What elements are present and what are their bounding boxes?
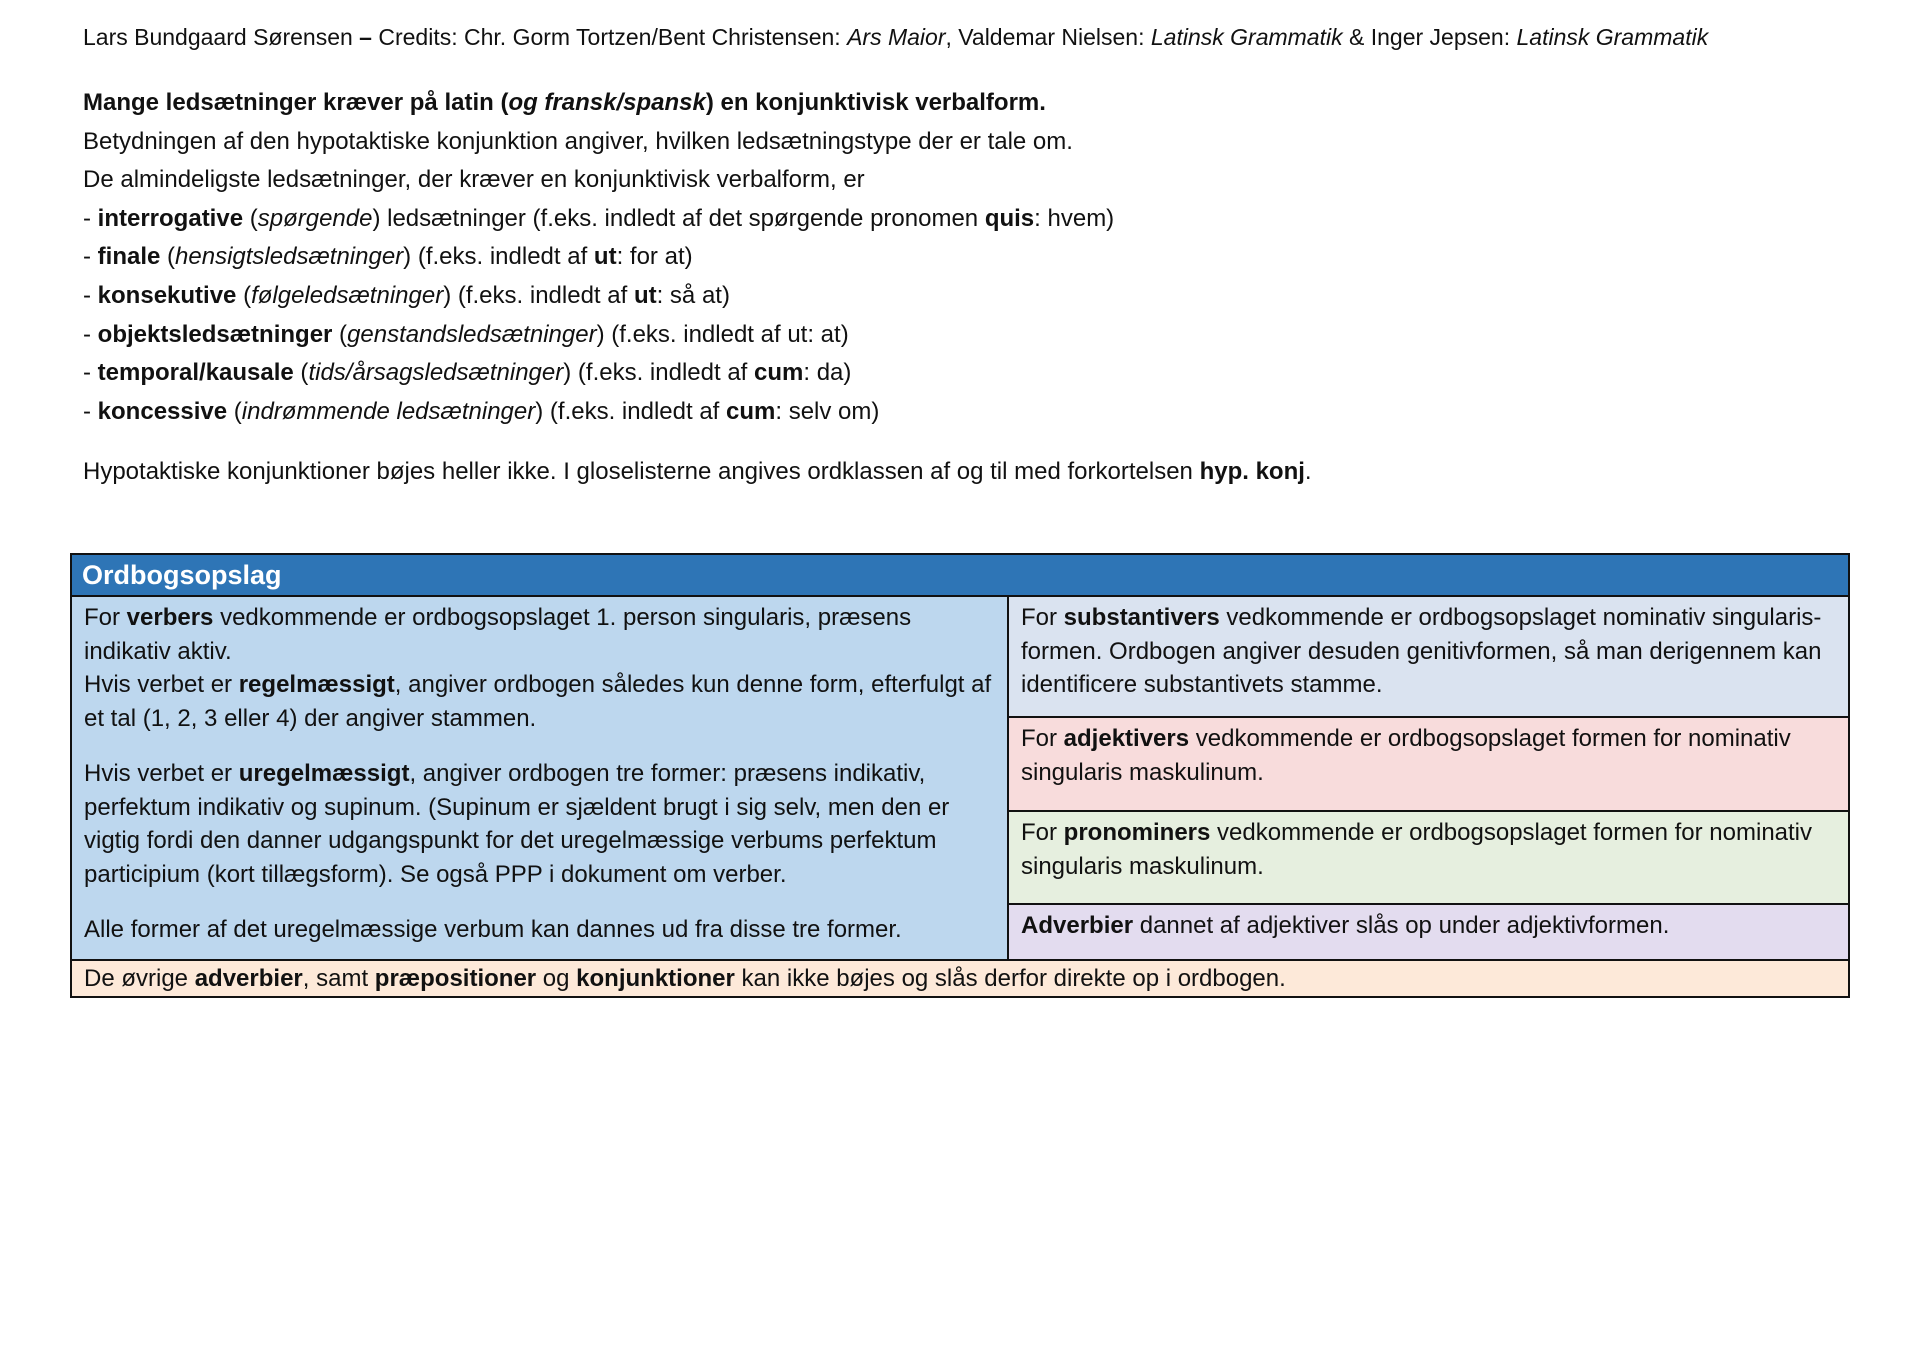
intro-section <box>83 84 1843 492</box>
list-item: - interrogative (spørgende) ledsætninger (f.eks. indledt af det spørgende pronomen quis: hvem) <box>83 204 1115 232</box>
verbs-para-4: Alle former af det uregelmæssige verbum kan dannes ud fra disse tre former. <box>84 916 902 943</box>
bottom-row: De øvrige adverbier, samt præpositioner og konjunktioner kan ikke bøjes og slås derfor direkte op i ordbogen. <box>72 961 1848 996</box>
dictionary-lookup-box <box>70 553 1850 998</box>
credits-title-2: Latinsk Grammatik <box>1150 24 1343 50</box>
credits-source-3: & Inger Jepsen: <box>1342 24 1517 50</box>
adjektiver-cell: For adjektivers vedkommende er ordbogsopslaget formen for nominativ singularis maskulinum. <box>1009 718 1848 812</box>
list-item: - temporal/kausale (tids/årsagsledsætninger) (f.eks. indledt af cum: da) <box>83 359 852 387</box>
pronominer-cell: For pronominers vedkommende er ordbogsopslaget formen for nominativ singularis maskulinum. <box>1009 812 1848 905</box>
credits-source-1: Chr. Gorm Tortzen/Bent Christensen: <box>457 24 848 50</box>
substantiver-cell: For substantivers vedkommende er ordbogsopslaget nominativ singularis-formen. Ordbogen angiver desuden genitivformen, så man derigennem kan identificere substantivets stamme. <box>1009 597 1848 718</box>
verbs-cell <box>72 597 1009 959</box>
intro-line-2: De almindeligste ledsætninger, der kræver en konjunktivisk verbalform, er <box>83 166 865 194</box>
intro-closing: Hypotaktiske konjunktioner bøjes heller ikke. I gloselisterne angives ordklassen af og til med forkortelsen hyp. konj. <box>83 458 1312 486</box>
list-item: - objektsledsætninger (genstandsledsætninger) (f.eks. indledt af ut: at) <box>83 320 849 348</box>
verbs-para-1: For verbers vedkommende er ordbogsopslaget 1. person singularis, præsens indikativ aktiv. <box>84 604 912 665</box>
verbs-para-3: Hvis verbet er uregelmæssigt, angiver ordbogen tre former: præsens indikativ, perfektum indikativ og supinum. (Supinum er sjældent brugt i sig selv, men den er vigtig fordi den danner udgangspunkt for det uregelmæssige verbums perfektum participium (kort tillægsform). Se også PPP i dokument om verber. <box>84 760 950 888</box>
right-column <box>1009 597 1848 959</box>
list-item: - konsekutive (følgeledsætninger) (f.eks. indledt af ut: så at) <box>83 281 730 309</box>
list-item: - koncessive (indrømmende ledsætninger) (f.eks. indledt af cum: selv om) <box>83 397 880 425</box>
list-item: - finale (hensigtsledsætninger) (f.eks. indledt af ut: for at) <box>83 243 693 271</box>
spacer <box>84 735 995 757</box>
spacer <box>84 891 995 913</box>
verbs-para-2: Hvis verbet er regelmæssigt, angiver ordbogen således kun denne form, efterfulgt af et tal (1, 2, 3 eller 4) der angiver stammen. <box>84 671 992 732</box>
credits-dash: – <box>352 24 379 50</box>
credits-title-3: Latinsk Grammatik <box>1516 24 1709 50</box>
intro-line-1: Betydningen af den hypotaktiske konjunktion angiver, hvilken ledsætningstype der er tale om. <box>83 127 1073 155</box>
spacer <box>83 431 1843 453</box>
credits-label: Credits: <box>378 24 458 50</box>
box-header: Ordbogsopslag <box>72 555 1848 597</box>
credits-line <box>83 22 1708 52</box>
credits-source-2: , Valdemar Nielsen: <box>945 24 1151 50</box>
intro-heading: Mange ledsætninger kræver på latin (og fransk/spansk) en konjunktivisk verbalform. <box>83 89 1046 116</box>
credits-title-1: Ars Maior <box>847 24 946 50</box>
box-grid <box>72 597 1848 961</box>
adverbier-cell: Adverbier dannet af adjektiver slås op under adjektivformen. <box>1009 905 1848 959</box>
author-name: Lars Bundgaard Sørensen <box>83 24 353 50</box>
